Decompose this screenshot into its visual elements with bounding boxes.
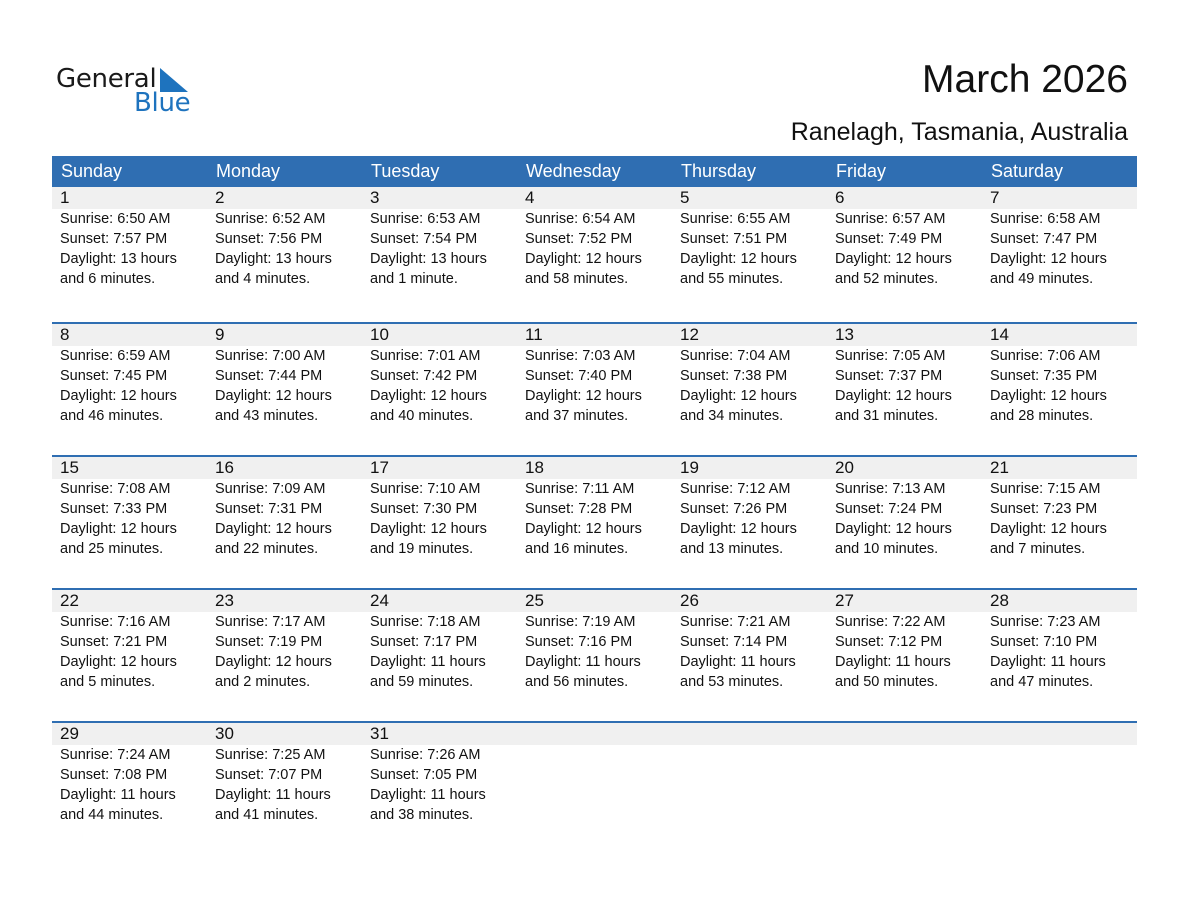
sunrise-time: Sunrise: 7:26 AM	[370, 747, 481, 763]
daylight-hours: Daylight: 12 hours	[680, 251, 797, 267]
daylight-hours: Daylight: 11 hours	[370, 787, 486, 803]
weekday-header-cell: Friday	[836, 161, 887, 181]
daylight-hours: Daylight: 12 hours	[215, 388, 332, 404]
weekday-header-cell: Sunday	[61, 161, 123, 181]
sunrise-time: Sunrise: 6:53 AM	[370, 211, 481, 227]
daylight-minutes: and 52 minutes.	[835, 271, 939, 287]
day-number: 17	[370, 458, 389, 477]
day-number: 6	[835, 188, 845, 207]
daylight-hours: Daylight: 12 hours	[525, 388, 642, 404]
sunset-time: Sunset: 7:49 PM	[835, 231, 943, 247]
daylight-hours: Daylight: 11 hours	[990, 654, 1106, 670]
day-number: 7	[990, 188, 1000, 207]
day-cell	[672, 590, 827, 692]
day-number: 25	[525, 591, 544, 610]
daylight-minutes: and 25 minutes.	[60, 541, 164, 557]
day-cell	[672, 324, 827, 426]
sunset-time: Sunset: 7:28 PM	[525, 501, 633, 517]
day-number: 2	[215, 188, 225, 207]
sunset-time: Sunset: 7:08 PM	[60, 767, 168, 783]
day-cell	[982, 590, 1137, 692]
day-number: 11	[525, 325, 543, 344]
sunset-time: Sunset: 7:14 PM	[680, 634, 788, 650]
daylight-minutes: and 10 minutes.	[835, 541, 939, 557]
daylight-minutes: and 44 minutes.	[60, 807, 164, 823]
sunset-time: Sunset: 7:07 PM	[215, 767, 323, 783]
daylight-hours: Daylight: 12 hours	[215, 521, 332, 537]
daylight-minutes: and 16 minutes.	[525, 541, 629, 557]
day-number: 30	[215, 724, 234, 743]
daylight-minutes: and 47 minutes.	[990, 674, 1094, 690]
day-number: 13	[835, 325, 854, 344]
day-cell	[827, 590, 982, 692]
sunrise-time: Sunrise: 6:57 AM	[835, 211, 946, 227]
daylight-minutes: and 1 minute.	[370, 271, 458, 287]
sunrise-time: Sunrise: 7:21 AM	[680, 614, 791, 630]
daylight-hours: Daylight: 12 hours	[525, 251, 642, 267]
daylight-minutes: and 56 minutes.	[525, 674, 629, 690]
day-cell	[362, 590, 517, 692]
sunset-time: Sunset: 7:19 PM	[215, 634, 323, 650]
calendar-grid	[52, 156, 1137, 854]
daylight-minutes: and 59 minutes.	[370, 674, 474, 690]
sunset-time: Sunset: 7:30 PM	[370, 501, 478, 517]
daylight-minutes: and 40 minutes.	[370, 408, 474, 424]
day-number: 5	[680, 188, 690, 207]
day-cell	[207, 457, 362, 559]
day-cell	[362, 324, 517, 426]
sunrise-time: Sunrise: 7:16 AM	[60, 614, 171, 630]
sunset-time: Sunset: 7:40 PM	[525, 368, 633, 384]
sunset-time: Sunset: 7:16 PM	[525, 634, 633, 650]
daylight-hours: Daylight: 13 hours	[215, 251, 332, 267]
sunset-time: Sunset: 7:54 PM	[370, 231, 478, 247]
day-cell	[362, 723, 517, 825]
daylight-hours: Daylight: 12 hours	[525, 521, 642, 537]
day-cell	[982, 457, 1137, 559]
daylight-minutes: and 37 minutes.	[525, 408, 629, 424]
daylight-minutes: and 22 minutes.	[215, 541, 319, 557]
day-number: 19	[680, 458, 699, 477]
calendar-weeks	[52, 187, 1137, 854]
daylight-minutes: and 13 minutes.	[680, 541, 784, 557]
sunrise-time: Sunrise: 7:05 AM	[835, 348, 946, 364]
sunset-time: Sunset: 7:35 PM	[990, 368, 1098, 384]
daylight-hours: Daylight: 11 hours	[215, 787, 331, 803]
logo-text-general: General	[56, 64, 157, 94]
sunset-time: Sunset: 7:12 PM	[835, 634, 943, 650]
day-number: 22	[60, 591, 79, 610]
sunset-time: Sunset: 7:56 PM	[215, 231, 323, 247]
day-number: 4	[525, 188, 535, 207]
sunrise-time: Sunrise: 7:00 AM	[215, 348, 326, 364]
daylight-minutes: and 43 minutes.	[215, 408, 319, 424]
sunset-time: Sunset: 7:37 PM	[835, 368, 943, 384]
day-cell	[982, 324, 1137, 426]
day-cell	[362, 187, 517, 289]
day-number: 15	[60, 458, 79, 477]
sunset-time: Sunset: 7:26 PM	[680, 501, 788, 517]
day-number: 14	[990, 325, 1009, 344]
daylight-hours: Daylight: 11 hours	[680, 654, 796, 670]
day-cell	[207, 187, 362, 289]
daylight-hours: Daylight: 12 hours	[370, 521, 487, 537]
sunrise-time: Sunrise: 7:24 AM	[60, 747, 171, 763]
daylight-hours: Daylight: 12 hours	[990, 521, 1107, 537]
sunset-time: Sunset: 7:17 PM	[370, 634, 478, 650]
daylight-minutes: and 4 minutes.	[215, 271, 311, 287]
sunset-time: Sunset: 7:38 PM	[680, 368, 788, 384]
day-number: 18	[525, 458, 544, 477]
day-cell	[672, 187, 827, 289]
daylight-minutes: and 19 minutes.	[370, 541, 474, 557]
daylight-hours: Daylight: 12 hours	[370, 388, 487, 404]
sunset-time: Sunset: 7:31 PM	[215, 501, 323, 517]
week-row	[52, 187, 1137, 322]
daylight-hours: Daylight: 12 hours	[835, 251, 952, 267]
sunset-time: Sunset: 7:57 PM	[60, 231, 168, 247]
sunset-time: Sunset: 7:42 PM	[370, 368, 478, 384]
day-cell	[52, 590, 207, 692]
day-number: 21	[990, 458, 1009, 477]
sunrise-time: Sunrise: 6:52 AM	[215, 211, 326, 227]
day-number: 10	[370, 325, 389, 344]
sunrise-time: Sunrise: 6:58 AM	[990, 211, 1101, 227]
daylight-hours: Daylight: 12 hours	[680, 521, 797, 537]
day-number: 9	[215, 325, 225, 344]
sunrise-time: Sunrise: 6:55 AM	[680, 211, 791, 227]
sunrise-time: Sunrise: 7:12 AM	[680, 481, 791, 497]
week-row	[52, 455, 1137, 588]
day-number	[525, 723, 672, 745]
day-cell	[52, 324, 207, 426]
sunrise-time: Sunrise: 7:15 AM	[990, 481, 1101, 497]
weekday-header-cell: Saturday	[991, 161, 1064, 181]
day-number: 26	[680, 591, 699, 610]
daylight-hours: Daylight: 12 hours	[990, 388, 1107, 404]
daylight-hours: Daylight: 11 hours	[835, 654, 951, 670]
day-cell	[982, 187, 1137, 289]
logo-text-blue: Blue	[134, 88, 191, 118]
sunrise-time: Sunrise: 7:25 AM	[215, 747, 326, 763]
day-number: 12	[680, 325, 699, 344]
sunrise-time: Sunrise: 6:59 AM	[60, 348, 171, 364]
sunrise-time: Sunrise: 7:09 AM	[215, 481, 326, 497]
weekday-header-cell: Wednesday	[526, 161, 621, 181]
week-row	[52, 322, 1137, 455]
sunrise-time: Sunrise: 7:11 AM	[525, 481, 635, 497]
sunrise-time: Sunrise: 7:22 AM	[835, 614, 946, 630]
day-number: 31	[370, 724, 389, 743]
day-cell	[207, 723, 362, 825]
daylight-hours: Daylight: 12 hours	[215, 654, 332, 670]
daylight-minutes: and 55 minutes.	[680, 271, 784, 287]
daylight-hours: Daylight: 12 hours	[990, 251, 1107, 267]
daylight-minutes: and 34 minutes.	[680, 408, 784, 424]
day-number: 29	[60, 724, 79, 743]
day-cell	[517, 723, 672, 825]
sunrise-time: Sunrise: 7:06 AM	[990, 348, 1101, 364]
day-cell	[517, 590, 672, 692]
daylight-minutes: and 50 minutes.	[835, 674, 939, 690]
day-number: 16	[215, 458, 234, 477]
sunset-time: Sunset: 7:23 PM	[990, 501, 1098, 517]
sunset-time: Sunset: 7:44 PM	[215, 368, 323, 384]
daylight-minutes: and 46 minutes.	[60, 408, 164, 424]
day-cell	[52, 723, 207, 825]
sunset-time: Sunset: 7:51 PM	[680, 231, 788, 247]
daylight-hours: Daylight: 11 hours	[60, 787, 176, 803]
day-number: 1	[60, 188, 70, 207]
sunset-time: Sunset: 7:24 PM	[835, 501, 943, 517]
day-cell	[207, 324, 362, 426]
day-cell	[672, 457, 827, 559]
day-cell	[672, 723, 827, 825]
sunrise-time: Sunrise: 7:03 AM	[525, 348, 636, 364]
day-number	[835, 723, 982, 745]
page-title: March 2026	[922, 58, 1128, 101]
daylight-hours: Daylight: 12 hours	[60, 521, 177, 537]
day-cell	[362, 457, 517, 559]
daylight-hours: Daylight: 11 hours	[370, 654, 486, 670]
daylight-hours: Daylight: 13 hours	[60, 251, 177, 267]
sunset-time: Sunset: 7:45 PM	[60, 368, 168, 384]
sunrise-time: Sunrise: 7:04 AM	[680, 348, 791, 364]
sunrise-time: Sunrise: 7:08 AM	[60, 481, 171, 497]
day-cell	[827, 457, 982, 559]
day-cell	[517, 324, 672, 426]
daylight-hours: Daylight: 12 hours	[835, 521, 952, 537]
sunset-time: Sunset: 7:05 PM	[370, 767, 478, 783]
sunset-time: Sunset: 7:10 PM	[990, 634, 1098, 650]
week-row	[52, 588, 1137, 721]
daylight-minutes: and 2 minutes.	[215, 674, 311, 690]
day-number: 28	[990, 591, 1009, 610]
day-cell	[517, 457, 672, 559]
day-number: 24	[370, 591, 389, 610]
location-subtitle: Ranelagh, Tasmania, Australia	[790, 118, 1128, 146]
sunrise-time: Sunrise: 7:13 AM	[835, 481, 946, 497]
day-number: 20	[835, 458, 854, 477]
sunrise-time: Sunrise: 7:17 AM	[215, 614, 326, 630]
day-number: 23	[215, 591, 234, 610]
daylight-minutes: and 58 minutes.	[525, 271, 629, 287]
day-cell	[827, 324, 982, 426]
day-cell	[827, 723, 982, 825]
daylight-hours: Daylight: 12 hours	[60, 654, 177, 670]
sunset-time: Sunset: 7:52 PM	[525, 231, 633, 247]
sunrise-time: Sunrise: 6:54 AM	[525, 211, 636, 227]
day-number: 8	[60, 325, 70, 344]
weekday-header-cell: Monday	[216, 161, 281, 181]
day-cell	[52, 187, 207, 289]
daylight-hours: Daylight: 12 hours	[60, 388, 177, 404]
daylight-minutes: and 38 minutes.	[370, 807, 474, 823]
daylight-minutes: and 41 minutes.	[215, 807, 319, 823]
daylight-minutes: and 7 minutes.	[990, 541, 1086, 557]
sunrise-time: Sunrise: 7:19 AM	[525, 614, 636, 630]
daylight-minutes: and 5 minutes.	[60, 674, 156, 690]
sunrise-time: Sunrise: 7:10 AM	[370, 481, 481, 497]
weekday-header-cell: Thursday	[681, 161, 757, 181]
general-blue-logo	[56, 64, 196, 120]
sunrise-time: Sunrise: 7:23 AM	[990, 614, 1101, 630]
daylight-hours: Daylight: 12 hours	[835, 388, 952, 404]
day-cell	[207, 590, 362, 692]
week-row	[52, 721, 1137, 854]
sunset-time: Sunset: 7:33 PM	[60, 501, 168, 517]
day-cell	[827, 187, 982, 289]
daylight-hours: Daylight: 12 hours	[680, 388, 797, 404]
daylight-minutes: and 49 minutes.	[990, 271, 1094, 287]
sunset-time: Sunset: 7:21 PM	[60, 634, 168, 650]
day-cell	[982, 723, 1137, 825]
daylight-hours: Daylight: 11 hours	[525, 654, 641, 670]
day-number	[990, 723, 1137, 745]
daylight-minutes: and 53 minutes.	[680, 674, 784, 690]
daylight-minutes: and 6 minutes.	[60, 271, 156, 287]
daylight-hours: Daylight: 13 hours	[370, 251, 487, 267]
day-cell	[52, 457, 207, 559]
sunrise-time: Sunrise: 6:50 AM	[60, 211, 171, 227]
day-cell	[517, 187, 672, 289]
sunrise-time: Sunrise: 7:18 AM	[370, 614, 481, 630]
weekday-header-cell: Tuesday	[371, 161, 440, 181]
daylight-minutes: and 31 minutes.	[835, 408, 939, 424]
sunset-time: Sunset: 7:47 PM	[990, 231, 1098, 247]
day-number	[680, 723, 827, 745]
day-number: 3	[370, 188, 380, 207]
weekday-header	[52, 156, 1137, 187]
day-number: 27	[835, 591, 854, 610]
sunrise-time: Sunrise: 7:01 AM	[370, 348, 481, 364]
daylight-minutes: and 28 minutes.	[990, 408, 1094, 424]
